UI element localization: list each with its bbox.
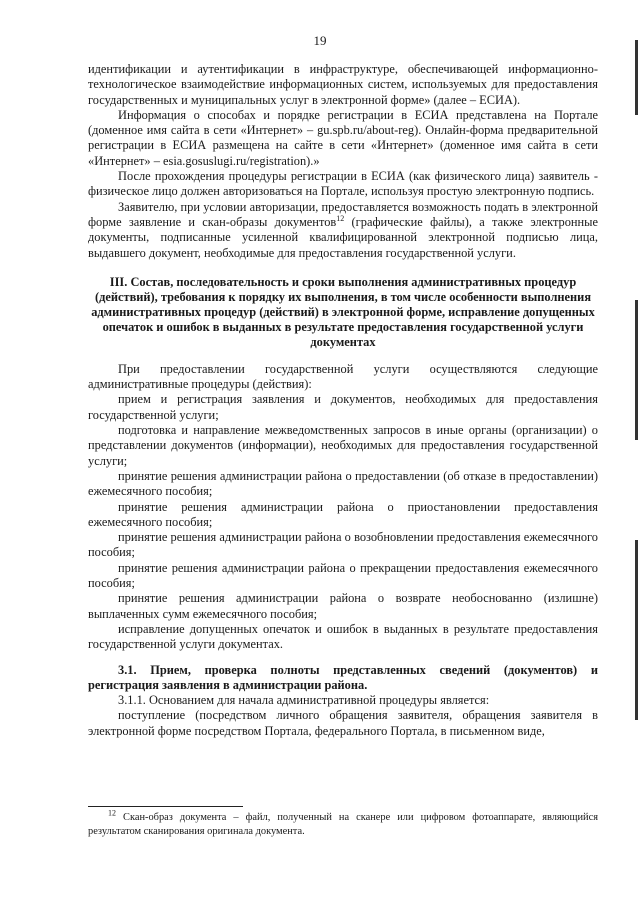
footnote-mark: 12 xyxy=(108,808,116,818)
scan-edge-mark xyxy=(635,300,638,440)
paragraph: идентификации и аутентификации в инфраструктуре, обеспечивающей информационно-технологическое взаимодействие информационных систем, используемых для предоставления государственных и муниципальных услуг в электронной форме» (далее – ЕСИА). xyxy=(88,62,598,107)
paragraph-text: (графические файлы), а также электронные документы, подписанные усиленной квалифицированной электронной подписью лица, выдавшего документ, необходимые для предоставления государственной услуги. xyxy=(88,214,599,260)
procedure-item: подготовка и направление межведомственных запросов в иные органы (организации) о представлении документов (информации), необходимых для предоставления государственной услуги; xyxy=(88,423,598,468)
paragraph: Информация о способах и порядке регистрации в ЕСИА представлена на Портале (доменное имя сайта в сети «Интернет» – gu.spb.ru/about-reg). Онлайн-форма предварительной регистрации в ЕСИА размещена на сайте в сети «Интернет» (доменное имя сайта в сети «Интернет» – esia.gosuslugi.ru/registration).» xyxy=(88,107,598,168)
page-number: 19 xyxy=(313,33,327,48)
procedure-item: исправление допущенных опечаток и ошибок в выданных в результате предоставления государственной услуги документах. xyxy=(88,621,598,652)
paragraph: После прохождения процедуры регистрации в ЕСИА (как физического лица) заявитель - физическое лицо должен авторизоваться на Портале, используя простую электронную подпись. xyxy=(88,169,598,199)
section-heading: III. Состав, последовательность и сроки выполнения административных процедур (действий), требования к порядку их выполнения, в том числе особенности выполнения административных процедур (действий) в электронной форме, исправление допущенных опечаток и ошибок в выданных в результате предоставления государственной услуги документах xyxy=(91,274,595,349)
footnote xyxy=(88,808,598,839)
scan-edge-mark xyxy=(635,540,638,720)
procedure-item: принятие решения администрации района о прекращении предоставления ежемесячного пособия; xyxy=(88,560,598,591)
footnote-area xyxy=(88,806,598,839)
procedures-intro: При предоставлении государственной услуги осуществляются следующие административные процедуры (действия): xyxy=(88,361,598,392)
paragraph: поступление (посредством личного обращения заявителя, обращения заявителя в электронной форме посредством Портала, федерального Портала, в письменном виде, xyxy=(88,708,598,738)
procedure-item: принятие решения администрации района о возврате необоснованно (излишне) выплаченных сумм ежемесячного пособия; xyxy=(88,591,598,621)
procedure-item: принятие решения администрации района о возобновлении предоставления ежемесячного пособия; xyxy=(88,530,598,560)
procedure-item: прием и регистрация заявления и документов, необходимых для предоставления государственной услуги; xyxy=(88,392,598,422)
paragraph-with-footnote-ref xyxy=(88,200,598,261)
scan-edge-mark xyxy=(635,40,638,115)
procedure-item: принятие решения администрации района о приостановлении предоставления ежемесячного пособия; xyxy=(88,499,598,529)
subsection-heading: 3.1. Прием, проверка полноты представленных сведений (документов) и регистрация заявления в администрации района. xyxy=(88,662,598,692)
footnote-reference[interactable]: 12 xyxy=(336,213,345,223)
paragraph-text: Заявителю, при условии авторизации, предоставляется возможность подать в электронной форме заявление и скан-образы документов xyxy=(88,199,598,229)
paragraph: 3.1.1. Основанием для начала административной процедуры является: xyxy=(118,693,490,708)
document-body xyxy=(88,62,598,739)
procedure-item: принятие решения администрации района о предоставлении (об отказе в предоставлении) ежемесячного пособия; xyxy=(88,468,598,499)
footnote-text: Скан-образ документа – файл, полученный на сканере или цифровом фотоаппарате, являющийся результатом сканирования оригинала документа. xyxy=(88,812,598,837)
footnote-divider xyxy=(88,806,243,807)
